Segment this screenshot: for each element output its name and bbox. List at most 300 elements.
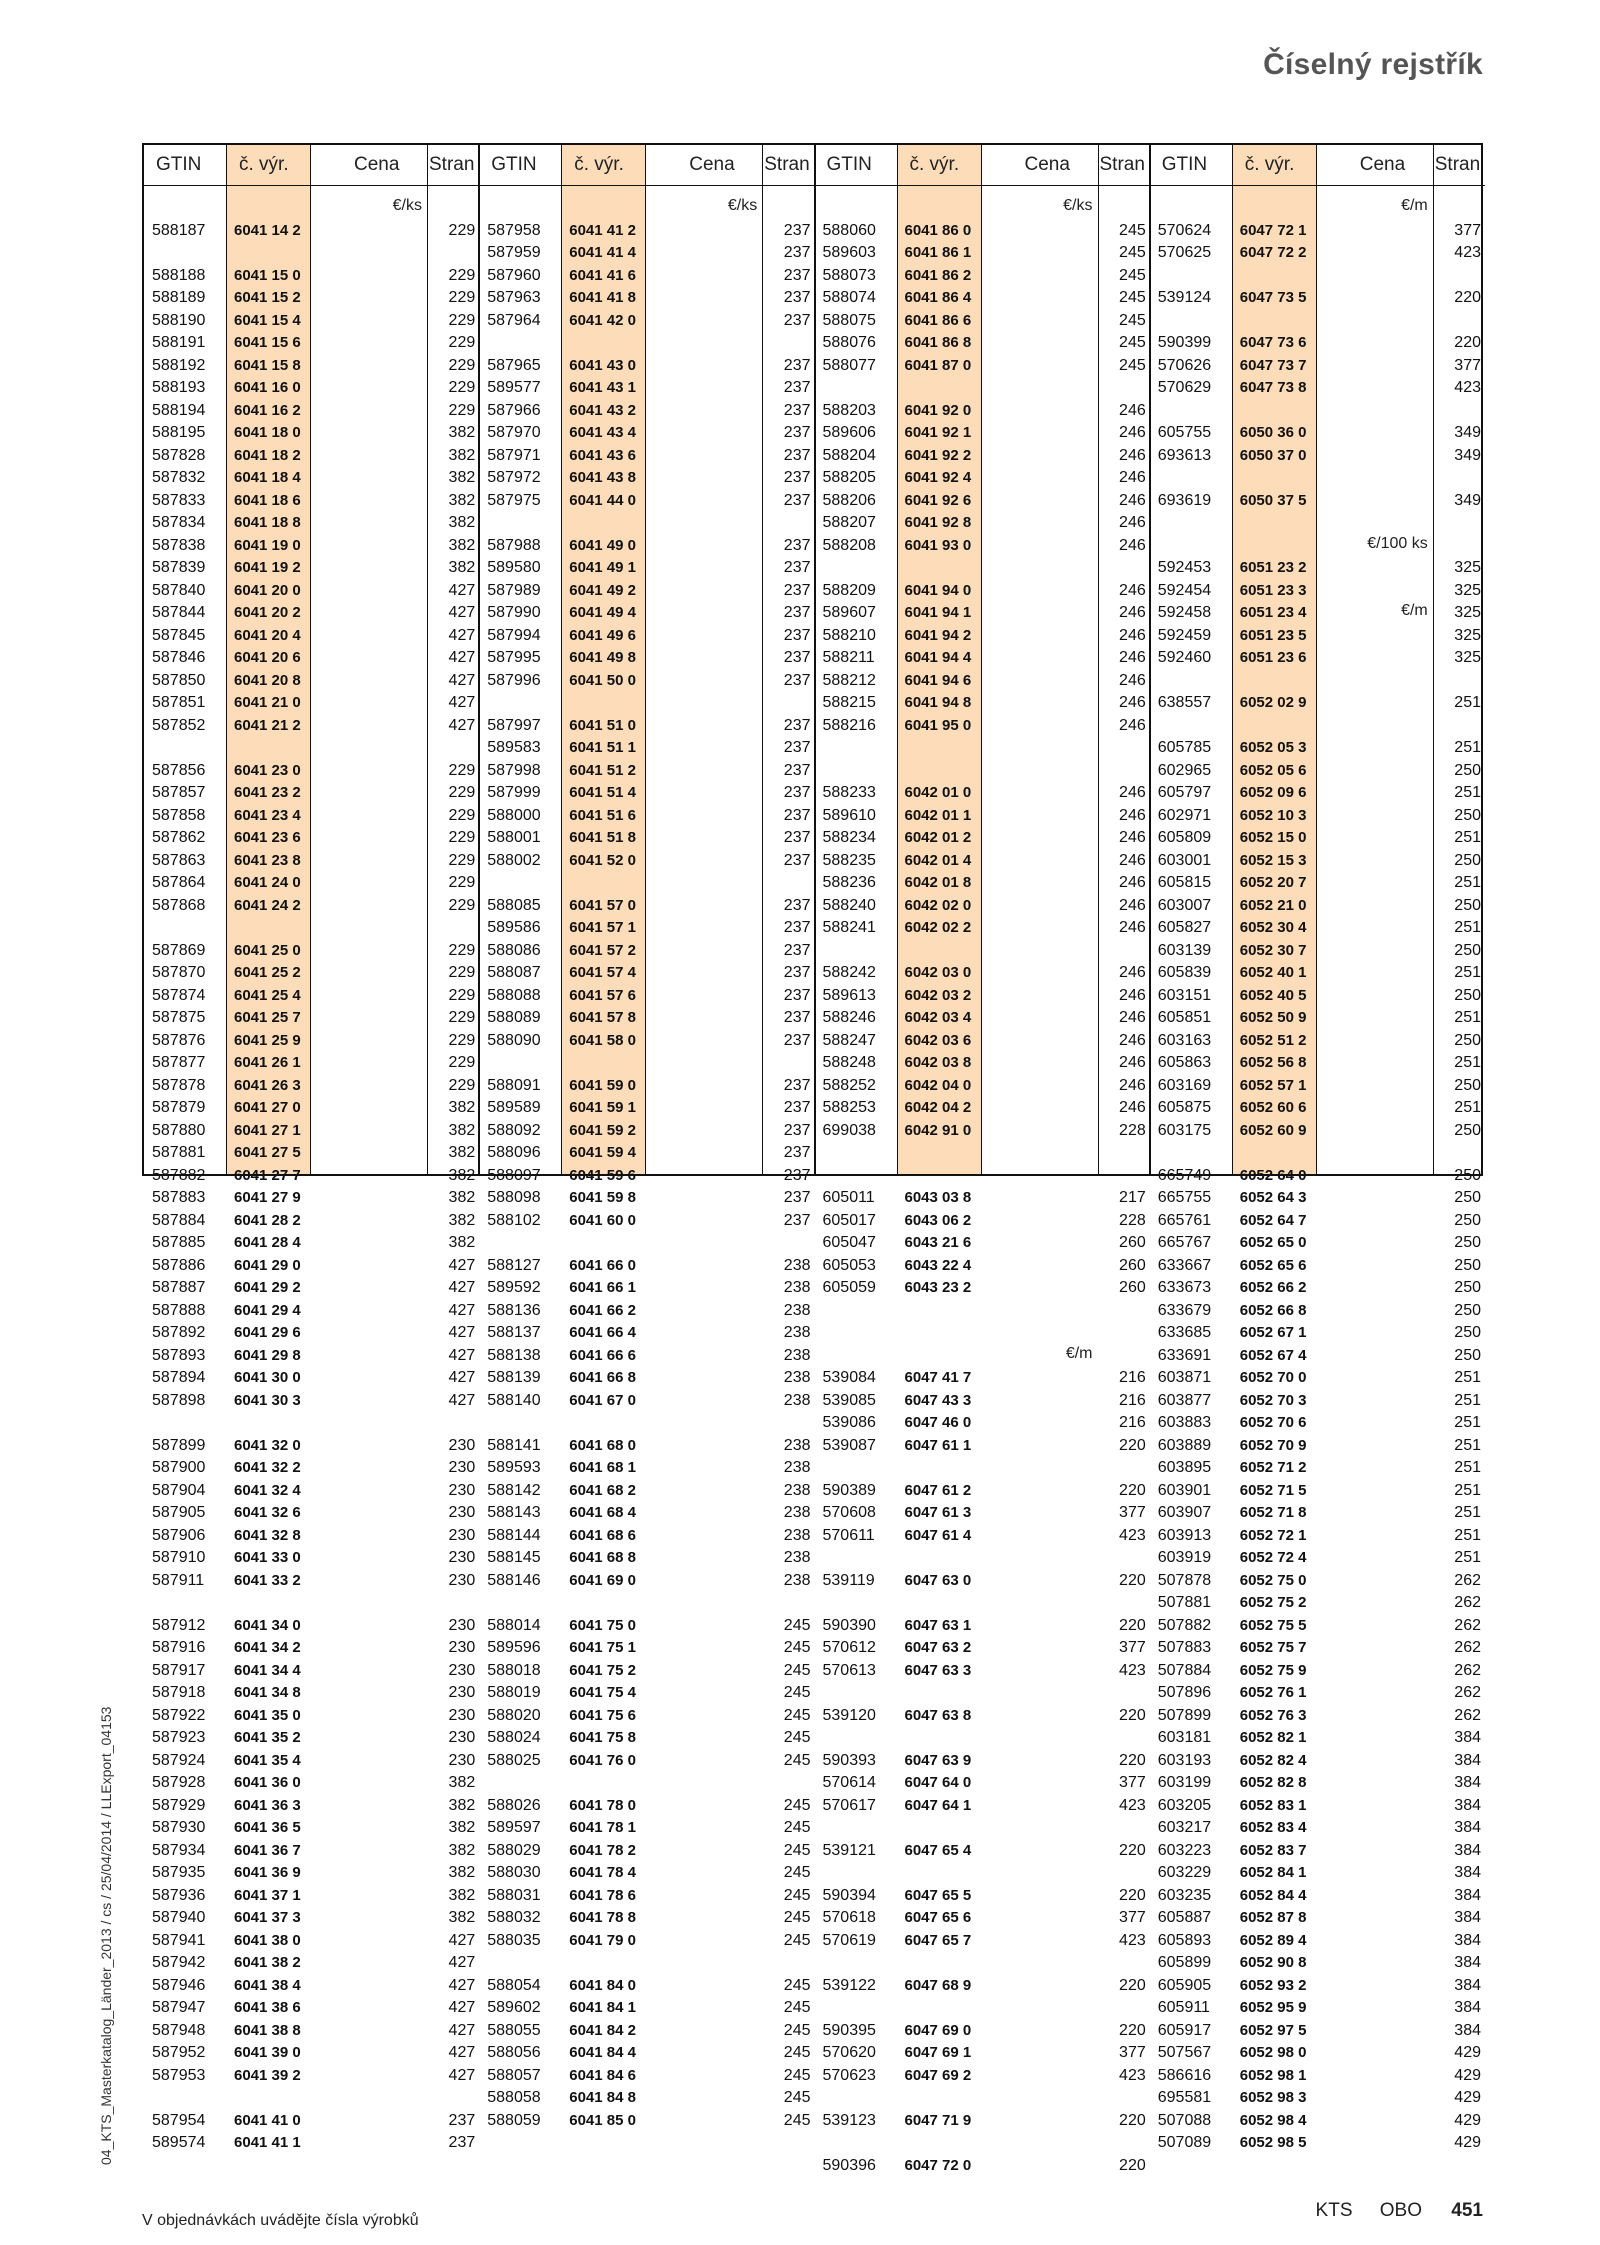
page-reference: 246 — [1119, 1031, 1146, 1049]
product-number-value: 6041 85 0 — [569, 2111, 636, 2129]
index-row — [815, 580, 1150, 603]
index-row — [1150, 2042, 1485, 2065]
index-row — [815, 490, 1150, 513]
page-reference: 245 — [783, 2066, 811, 2084]
product-number-value: 6047 65 7 — [904, 1931, 972, 1949]
gtin-value: 590399 — [1157, 334, 1212, 351]
index-row — [144, 647, 479, 670]
page-reference: 230 — [448, 1481, 476, 1499]
page-reference: 251 — [1454, 1526, 1481, 1544]
page-reference: 250 — [1454, 1234, 1481, 1251]
page-reference: 245 — [783, 1616, 811, 1634]
index-row — [144, 355, 479, 378]
index-row — [144, 1367, 479, 1390]
index-row — [144, 1547, 479, 1570]
gtin-value: 602971 — [1157, 806, 1212, 824]
header-divider — [645, 145, 646, 185]
page-reference: 229 — [448, 896, 476, 914]
index-row — [144, 1637, 479, 1660]
page-reference: 427 — [448, 716, 476, 734]
index-row — [144, 1232, 479, 1255]
gtin-value: 588248 — [822, 1054, 876, 1071]
page-reference: 427 — [448, 604, 476, 621]
product-number-value: 6052 30 4 — [1239, 919, 1307, 936]
product-number-value: 6041 68 8 — [569, 1549, 636, 1566]
gtin-value: 603193 — [1157, 1751, 1212, 1769]
product-number-value: 6041 49 0 — [569, 536, 636, 554]
page-reference: 251 — [1454, 829, 1481, 846]
product-number-value: 6052 64 3 — [1239, 1189, 1307, 1206]
product-number-value: 6041 41 0 — [234, 2111, 301, 2129]
page-reference: 238 — [783, 1301, 811, 1319]
product-number-value: 6052 65 0 — [1239, 1234, 1307, 1251]
product-number-value: 6041 51 6 — [569, 806, 636, 824]
page-reference: 382 — [448, 1121, 476, 1139]
page-reference: 246 — [1119, 851, 1146, 869]
page-reference: 423 — [1119, 1931, 1146, 1949]
gtin-value: 588216 — [822, 716, 876, 734]
product-number-value: 6047 73 8 — [1239, 379, 1307, 396]
index-row — [479, 1075, 814, 1098]
gtin-value: 588002 — [487, 851, 541, 869]
index-table — [142, 143, 1483, 2174]
footer-brand-kts: KTS — [1315, 2200, 1353, 2221]
header-divider — [1098, 145, 1099, 185]
product-number-value: 6047 63 0 — [904, 1571, 972, 1589]
index-row — [1150, 1255, 1485, 1278]
index-row — [1150, 1592, 1485, 1615]
product-number-value: 6043 06 2 — [904, 1211, 972, 1229]
gtin-value: 587879 — [152, 1099, 206, 1116]
page-reference: 237 — [783, 851, 811, 869]
gtin-value: 589607 — [822, 604, 876, 621]
page-reference: 382 — [448, 536, 476, 554]
index-row — [1150, 355, 1485, 378]
gtin-value: 587877 — [152, 1054, 206, 1071]
index-row — [815, 287, 1150, 310]
page-reference: 382 — [448, 446, 476, 464]
index-row — [479, 1750, 814, 1773]
page-reference: 237 — [783, 784, 811, 801]
gtin-value: 587989 — [487, 581, 541, 599]
gtin-value: 605839 — [1157, 964, 1212, 981]
page-reference: 245 — [783, 1684, 811, 1701]
header-gtin: GTIN — [491, 154, 537, 175]
gtin-value: 588190 — [152, 311, 206, 329]
product-number-value: 6041 75 4 — [569, 1684, 636, 1701]
gtin-value: 665761 — [1157, 1211, 1212, 1229]
page-reference: 237 — [783, 1166, 811, 1184]
index-row — [479, 962, 814, 985]
product-number-value: 6041 25 2 — [234, 964, 301, 981]
product-number-value: 6041 49 6 — [569, 626, 636, 644]
product-number-value: 6041 69 0 — [569, 1571, 636, 1589]
index-row — [815, 1232, 1150, 1255]
page-reference: 220 — [1454, 334, 1481, 351]
index-row — [1150, 1817, 1485, 1840]
product-number-value: 6041 15 2 — [234, 289, 301, 306]
page-reference: 382 — [448, 1166, 476, 1184]
product-number-value: 6052 67 1 — [1239, 1324, 1307, 1341]
product-number-value: 6041 27 0 — [234, 1099, 301, 1116]
product-number-value: 6052 05 3 — [1239, 739, 1307, 756]
index-row — [479, 1142, 814, 1165]
index-row — [1150, 1412, 1485, 1435]
index-row — [144, 1795, 479, 1818]
gtin-value: 587863 — [152, 851, 206, 869]
index-row — [479, 625, 814, 648]
gtin-value: 588020 — [487, 1706, 541, 1724]
gtin-value: 587898 — [152, 1391, 206, 1409]
gtin-value: 588088 — [487, 986, 541, 1004]
product-number-value: 6052 64 7 — [1239, 1211, 1307, 1229]
product-number-value: 6041 59 0 — [569, 1076, 636, 1094]
index-row — [1150, 1547, 1485, 1570]
page-reference: 382 — [448, 559, 476, 576]
product-number-value: 6042 01 2 — [904, 829, 972, 846]
gtin-value: 587881 — [152, 1144, 206, 1161]
product-number-value: 6047 65 4 — [904, 1841, 972, 1859]
index-row — [1150, 2132, 1485, 2155]
index-row — [1150, 1997, 1485, 2020]
column-header — [815, 145, 1150, 186]
index-row — [144, 805, 479, 828]
page-reference: 251 — [1454, 1504, 1481, 1521]
gtin-value: 539124 — [1157, 289, 1212, 306]
gtin-value: 587882 — [152, 1166, 206, 1184]
index-row — [1150, 377, 1485, 400]
index-row — [1150, 1750, 1485, 1773]
product-number-value: 6041 36 7 — [234, 1841, 301, 1859]
index-row — [479, 1030, 814, 1053]
index-row — [815, 872, 1150, 895]
product-number-value: 6041 66 8 — [569, 1369, 636, 1386]
gtin-value: 539084 — [822, 1369, 876, 1386]
page-reference: 229 — [448, 356, 476, 374]
gtin-value: 587838 — [152, 536, 206, 554]
page-reference: 237 — [783, 1099, 811, 1116]
gtin-value: 588091 — [487, 1076, 541, 1094]
gtin-value: 588136 — [487, 1301, 541, 1319]
header-product-number: č. výr. — [909, 154, 960, 175]
header-divider — [1316, 145, 1317, 185]
gtin-value: 589577 — [487, 379, 541, 396]
index-row — [1150, 1097, 1485, 1120]
page-reference: 238 — [783, 1391, 811, 1409]
product-number-value: 6041 75 2 — [569, 1661, 636, 1679]
gtin-value: 539085 — [822, 1391, 876, 1409]
page-reference: 229 — [448, 1076, 476, 1094]
index-row — [479, 557, 814, 580]
gtin-value: 589592 — [487, 1279, 541, 1296]
product-number-value: 6041 75 1 — [569, 1639, 636, 1656]
gtin-value: 605887 — [1157, 1909, 1212, 1926]
product-number-value: 6041 67 0 — [569, 1391, 636, 1409]
gtin-value: 587998 — [487, 761, 541, 779]
product-number-value: 6041 86 2 — [904, 266, 972, 284]
product-number-value: 6052 98 5 — [1239, 2134, 1307, 2151]
gtin-value: 587953 — [152, 2066, 206, 2084]
product-number-value: 6052 75 9 — [1239, 1661, 1307, 1679]
gtin-value: 570617 — [822, 1796, 876, 1814]
index-row — [1150, 1390, 1485, 1413]
product-number-value: 6052 65 6 — [1239, 1256, 1307, 1274]
gtin-value: 588090 — [487, 1031, 541, 1049]
page-reference: 238 — [783, 1459, 811, 1476]
index-row — [479, 1120, 814, 1143]
page-reference: 251 — [1454, 1549, 1481, 1566]
product-number-value: 6041 52 0 — [569, 851, 636, 869]
product-number-value: 6041 68 6 — [569, 1526, 636, 1544]
header-gtin: GTIN — [826, 154, 872, 175]
product-number-value: 6041 15 4 — [234, 311, 301, 329]
index-row — [1150, 737, 1485, 760]
page-reference: 237 — [783, 311, 811, 329]
page-reference: 325 — [1454, 581, 1481, 599]
product-number-value: 6047 46 0 — [904, 1414, 972, 1431]
index-column — [815, 145, 1150, 2174]
gtin-value: 588143 — [487, 1504, 541, 1521]
index-row — [144, 872, 479, 895]
product-number-value: 6042 03 8 — [904, 1054, 972, 1071]
page-reference: 237 — [448, 2111, 476, 2129]
index-row — [815, 1480, 1150, 1503]
gtin-value: 570619 — [822, 1931, 876, 1949]
product-number-value: 6052 82 8 — [1239, 1774, 1307, 1791]
index-row — [144, 1007, 479, 1030]
gtin-value: 587912 — [152, 1616, 206, 1634]
product-number-value: 6042 02 0 — [904, 896, 972, 914]
gtin-value: 587975 — [487, 491, 541, 509]
product-number-value: 6041 75 8 — [569, 1729, 636, 1746]
gtin-value: 587888 — [152, 1301, 206, 1319]
header-page: Stran — [1434, 154, 1481, 175]
gtin-value: 603871 — [1157, 1369, 1212, 1386]
gtin-value: 588215 — [822, 694, 876, 711]
index-row — [1150, 1637, 1485, 1660]
page-reference: 246 — [1119, 896, 1146, 914]
index-row — [479, 1300, 814, 1323]
index-row — [144, 850, 479, 873]
index-row — [815, 1885, 1150, 1908]
page-reference: 382 — [448, 1211, 476, 1229]
index-row — [815, 1210, 1150, 1233]
product-number-value: 6047 64 1 — [904, 1796, 972, 1814]
index-row — [479, 1435, 814, 1458]
gtin-value: 587828 — [152, 446, 206, 464]
gtin-value: 603889 — [1157, 1436, 1212, 1454]
gtin-value: 588207 — [822, 514, 876, 531]
page-reference: 246 — [1119, 1009, 1146, 1026]
page-reference: 246 — [1119, 446, 1146, 464]
page-reference: 237 — [783, 244, 811, 261]
index-row — [144, 1907, 479, 1930]
product-number-value: 6052 64 0 — [1239, 1166, 1307, 1184]
page-reference: 220 — [1119, 1616, 1146, 1634]
header-divider — [981, 145, 982, 185]
index-row — [815, 827, 1150, 850]
gtin-value: 589606 — [822, 424, 876, 441]
gtin-value: 588138 — [487, 1346, 541, 1364]
product-number-value: 6052 97 5 — [1239, 2021, 1307, 2039]
index-row — [1150, 2110, 1485, 2133]
gtin-value: 589602 — [487, 1999, 541, 2016]
index-row — [144, 1075, 479, 1098]
product-number-value: 6041 21 2 — [234, 716, 301, 734]
product-number-value: 6041 29 2 — [234, 1279, 301, 1296]
product-number-value: 6041 25 4 — [234, 986, 301, 1004]
gtin-value: 588204 — [822, 446, 876, 464]
product-number-value: 6052 15 3 — [1239, 851, 1307, 869]
product-number-value: 6047 63 9 — [904, 1751, 972, 1769]
index-row — [479, 1570, 814, 1593]
page-reference: 250 — [1454, 1301, 1481, 1319]
page-reference: 427 — [448, 1931, 476, 1949]
index-row — [815, 1570, 1150, 1593]
page-reference: 237 — [783, 469, 811, 486]
page-reference: 250 — [1454, 806, 1481, 824]
gtin-value: 603007 — [1157, 896, 1212, 914]
gtin-value: 605917 — [1157, 2021, 1212, 2039]
index-row — [144, 2042, 479, 2065]
gtin-value: 588146 — [487, 1571, 541, 1589]
header-page: Stran — [764, 154, 810, 175]
product-number-value: 6041 92 6 — [904, 491, 972, 509]
index-row — [815, 445, 1150, 468]
gtin-value: 587928 — [152, 1774, 206, 1791]
page-reference: 246 — [1119, 829, 1146, 846]
index-row — [815, 512, 1150, 535]
page-reference: 245 — [1119, 334, 1146, 351]
index-row — [1150, 1345, 1485, 1368]
page-reference: 246 — [1119, 581, 1146, 599]
page-reference: 384 — [1454, 1999, 1481, 2016]
page-reference: 427 — [448, 1324, 476, 1341]
product-number-value: 6047 71 9 — [904, 2111, 972, 2129]
gtin-value: 587916 — [152, 1639, 206, 1656]
index-row — [144, 782, 479, 805]
page-reference: 246 — [1119, 1076, 1146, 1094]
page-reference: 237 — [448, 2134, 476, 2151]
page-reference: 250 — [1454, 941, 1481, 959]
index-row — [144, 1952, 479, 1975]
gtin-value: 588031 — [487, 1886, 541, 1904]
index-row — [479, 1547, 814, 1570]
page-reference: 220 — [1119, 1976, 1146, 1994]
product-number-value: 6041 34 0 — [234, 1616, 301, 1634]
header-gtin: GTIN — [1161, 154, 1208, 175]
gtin-value: 587875 — [152, 1009, 206, 1026]
gtin-value: 605017 — [822, 1211, 876, 1229]
product-number-value: 6052 02 9 — [1239, 694, 1307, 711]
product-number-value: 6041 20 4 — [234, 626, 301, 644]
page-reference: 216 — [1119, 1414, 1146, 1431]
product-number-value: 6041 59 8 — [569, 1189, 636, 1206]
index-row — [1150, 1570, 1485, 1593]
product-number-value: 6051 23 3 — [1239, 581, 1307, 599]
page-reference: 237 — [783, 289, 811, 306]
index-row — [1150, 805, 1485, 828]
index-row — [144, 490, 479, 513]
page-reference: 427 — [448, 671, 476, 689]
product-number-value: 6052 76 3 — [1239, 1706, 1307, 1724]
gtin-value: 507089 — [1157, 2134, 1212, 2151]
index-row — [479, 1705, 814, 1728]
gtin-value: 507088 — [1157, 2111, 1212, 2129]
gtin-value: 587960 — [487, 266, 541, 284]
page-reference: 251 — [1454, 784, 1481, 801]
gtin-value: 570608 — [822, 1504, 876, 1521]
page-reference: 237 — [783, 491, 811, 509]
product-number-value: 6041 92 8 — [904, 514, 972, 531]
gtin-value: 570614 — [822, 1774, 876, 1791]
page-reference: 246 — [1119, 1099, 1146, 1116]
page-reference: 427 — [448, 1279, 476, 1296]
product-number-value: 6052 67 4 — [1239, 1346, 1307, 1364]
page-reference: 384 — [1454, 1729, 1481, 1746]
page-reference: 246 — [1119, 919, 1146, 936]
index-row — [479, 265, 814, 288]
gtin-value: 588060 — [822, 221, 876, 239]
product-number-value: 6052 93 2 — [1239, 1976, 1307, 1994]
index-row — [815, 1750, 1150, 1773]
page-reference: 262 — [1454, 1639, 1481, 1656]
gtin-value: 588233 — [822, 784, 876, 801]
product-number-value: 6041 92 2 — [904, 446, 972, 464]
index-row — [144, 2110, 479, 2133]
index-row — [479, 2087, 814, 2110]
index-row — [479, 1457, 814, 1480]
page-reference: 262 — [1454, 1706, 1481, 1724]
gtin-value: 570611 — [822, 1526, 875, 1544]
product-number-value: 6042 03 4 — [904, 1009, 972, 1026]
index-row — [815, 1795, 1150, 1818]
gtin-value: 603901 — [1157, 1481, 1212, 1499]
product-number-value: 6041 49 1 — [569, 559, 636, 576]
page-reference: 220 — [1119, 1436, 1146, 1454]
product-number-value: 6052 66 2 — [1239, 1279, 1307, 1296]
index-row — [479, 1975, 814, 1998]
gtin-value: 587869 — [152, 941, 206, 959]
gtin-value: 587874 — [152, 986, 206, 1004]
gtin-value: 603913 — [1157, 1526, 1212, 1544]
page-reference: 246 — [1119, 716, 1146, 734]
index-row — [144, 287, 479, 310]
gtin-value: 590390 — [822, 1616, 876, 1634]
index-row — [815, 1075, 1150, 1098]
page-reference: 230 — [448, 1661, 476, 1679]
gtin-value: 587852 — [152, 716, 206, 734]
product-number-value: 6047 63 2 — [904, 1639, 972, 1656]
product-number-value: 6041 49 8 — [569, 649, 636, 666]
index-row — [1150, 2065, 1485, 2088]
gtin-value: 588058 — [487, 2089, 541, 2106]
index-row — [1150, 827, 1485, 850]
page-reference: 246 — [1119, 424, 1146, 441]
page-reference: 251 — [1454, 739, 1481, 756]
product-number-value: 6041 38 0 — [234, 1931, 301, 1949]
gtin-value: 603139 — [1157, 941, 1212, 959]
product-number-value: 6052 72 4 — [1239, 1549, 1307, 1566]
product-number-value: 6041 36 0 — [234, 1774, 301, 1791]
gtin-value: 588055 — [487, 2021, 541, 2039]
product-number-value: 6047 69 2 — [904, 2066, 972, 2084]
index-row — [1150, 1322, 1485, 1345]
gtin-value: 592459 — [1157, 626, 1212, 644]
product-number-value: 6052 10 3 — [1239, 806, 1307, 824]
product-number-value: 6042 04 0 — [904, 1076, 972, 1094]
product-number-value: 6041 84 8 — [569, 2089, 636, 2106]
